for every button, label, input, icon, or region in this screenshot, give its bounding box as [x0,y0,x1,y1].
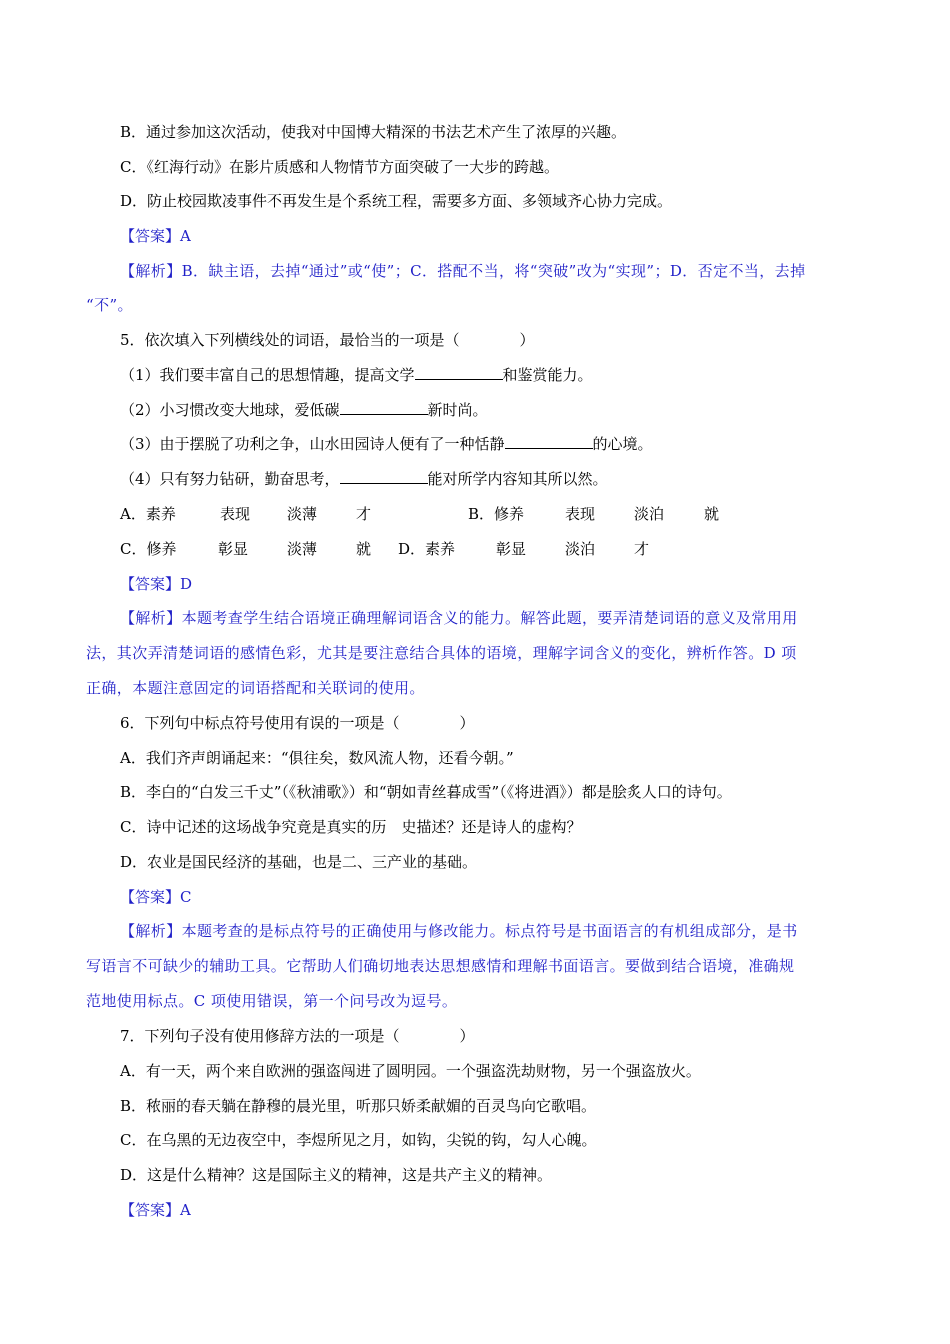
q7-option-d: D．这是什么精神？这是国际主义的精神，这是共产主义的精神。 [120,1166,553,1184]
q5-blank-1 [415,365,503,380]
q6-stem: 6．下列句中标点符号使用有误的一项是（ ） [120,714,475,732]
q6-explanation-line-2: 写语言不可缺少的辅助工具。它帮助人们确切地表达思想感情和理解书面语言。要做到结合语境，准确规 [86,957,795,975]
q5-sentence-3 [120,434,653,454]
q5-option-c-word-4: 就 [356,540,372,558]
q5-option-d-word-2: 彰显 [496,540,527,558]
q5-sentence-1-before: （1）我们要丰富自己的思想情趣，提高文学 [120,366,415,384]
q5-sentence-1-after: 和鉴赏能力。 [502,366,593,384]
q5-sentence-3-before: （3）由于摆脱了功利之争，山水田园诗人便有了一种恬静 [120,435,505,453]
q7-stem: 7．下列句子没有使用修辞方法的一项是（ ） [120,1027,475,1045]
q5-blank-3 [505,434,593,449]
q5-option-a-word-3: 淡薄 [287,505,318,523]
q5-option-b-word-1: B．修养 [468,505,525,523]
q4-option-b: B．通过参加这次活动，使我对中国博大精深的书法艺术产生了浓厚的兴趣。 [120,123,627,141]
q5-stem: 5．依次填入下列横线处的词语，最恰当的一项是（ ） [120,331,535,349]
q4-answer: 【答案】A [120,227,191,245]
q4-explanation-line-2: “不”。 [86,296,133,314]
q6-explanation-line-3: 范地使用标点。C 项使用错误，第一个问号改为逗号。 [86,992,458,1010]
q5-answer: 【答案】D [120,575,193,593]
q6-option-c: C．诗中记述的这场战争究竟是真实的历 史描述？还是诗人的虚构？ [120,818,582,836]
q5-option-d-word-4: 才 [634,540,650,558]
q6-option-d: D．农业是国民经济的基础，也是二、三产业的基础。 [120,853,478,871]
q7-answer: 【答案】A [120,1201,191,1219]
q5-sentence-2 [120,400,488,420]
q5-option-b-word-4: 就 [704,505,720,523]
q5-option-a-word-1: A．素养 [120,505,176,523]
q5-option-c-word-2: 彰显 [218,540,249,558]
q5-option-a-word-4: 才 [356,505,372,523]
q4-option-d: D．防止校园欺凌事件不再发生是个系统工程，需要多方面、多领域齐心协力完成。 [120,192,673,210]
q7-option-c: C．在乌黑的无边夜空中，李煜所见之月，如钩，尖锐的钩，勾人心魄。 [120,1131,597,1149]
q5-option-b-word-3: 淡泊 [634,505,665,523]
q5-explanation-line-3: 正确，本题注意固定的词语搭配和关联词的使用。 [86,679,425,697]
q5-sentence-3-after: 的心境。 [592,435,653,453]
q5-sentence-4 [120,469,608,489]
q5-explanation-line-2: 法，其次弄清楚词语的感情色彩，尤其是要注意结合具体的语境，理解字词含义的变化，辨析作答。D 项 [86,644,797,662]
q7-option-a: A．有一天，两个来自欧洲的强盗闯进了圆明园。一个强盗洗劫财物，另一个强盗放火。 [120,1062,701,1080]
q5-option-d-word-3: 淡泊 [565,540,596,558]
q5-option-b-word-2: 表现 [565,505,596,523]
q5-option-c-word-1: C．修养 [120,540,177,558]
q5-option-a-word-2: 表现 [220,505,251,523]
q6-answer: 【答案】C [120,888,192,906]
q5-option-c-word-3: 淡薄 [287,540,318,558]
q5-blank-4 [340,469,428,484]
q5-sentence-1 [120,365,593,385]
q6-option-a: A．我们齐声朗诵起来：“俱往矣，数风流人物，还看今朝。” [120,749,514,767]
q5-blank-2 [340,400,428,415]
q5-sentence-2-after: 新时尚。 [427,401,488,419]
q4-option-c: C．《红海行动》在影片质感和人物情节方面突破了一大步的跨越。 [120,158,559,176]
q5-sentence-4-before: （4）只有努力钻研，勤奋思考， [120,470,340,488]
q6-explanation-line-1: 【解析】本题考查的是标点符号的正确使用与修改能力。标点符号是书面语言的有机组成部分，是书 [120,922,798,940]
q6-option-b: B．李白的“白发三千丈”（《秋浦歌》）和“朝如青丝暮成雪”（《将进酒》）都是脍炙人口的诗句。 [120,783,732,801]
q5-sentence-4-after: 能对所学内容知其所以然。 [427,470,608,488]
q5-sentence-2-before: （2）小习惯改变大地球，爱低碳 [120,401,340,419]
q5-explanation-line-1: 【解析】本题考查学生结合语境正确理解词语含义的能力。解答此题，要弄清楚词语的意义及常用用 [120,609,798,627]
q4-explanation-line-1: 【解析】B．缺主语，去掉“通过”或“使”；C．搭配不当，将“突破”改为“实现”；D．否定不当，去掉 [120,262,806,280]
q5-option-d-word-1: D．素养 [398,540,456,558]
q7-option-b: B．秾丽的春天躺在静穆的晨光里，听那只娇柔献媚的百灵鸟向它歌唱。 [120,1097,597,1115]
